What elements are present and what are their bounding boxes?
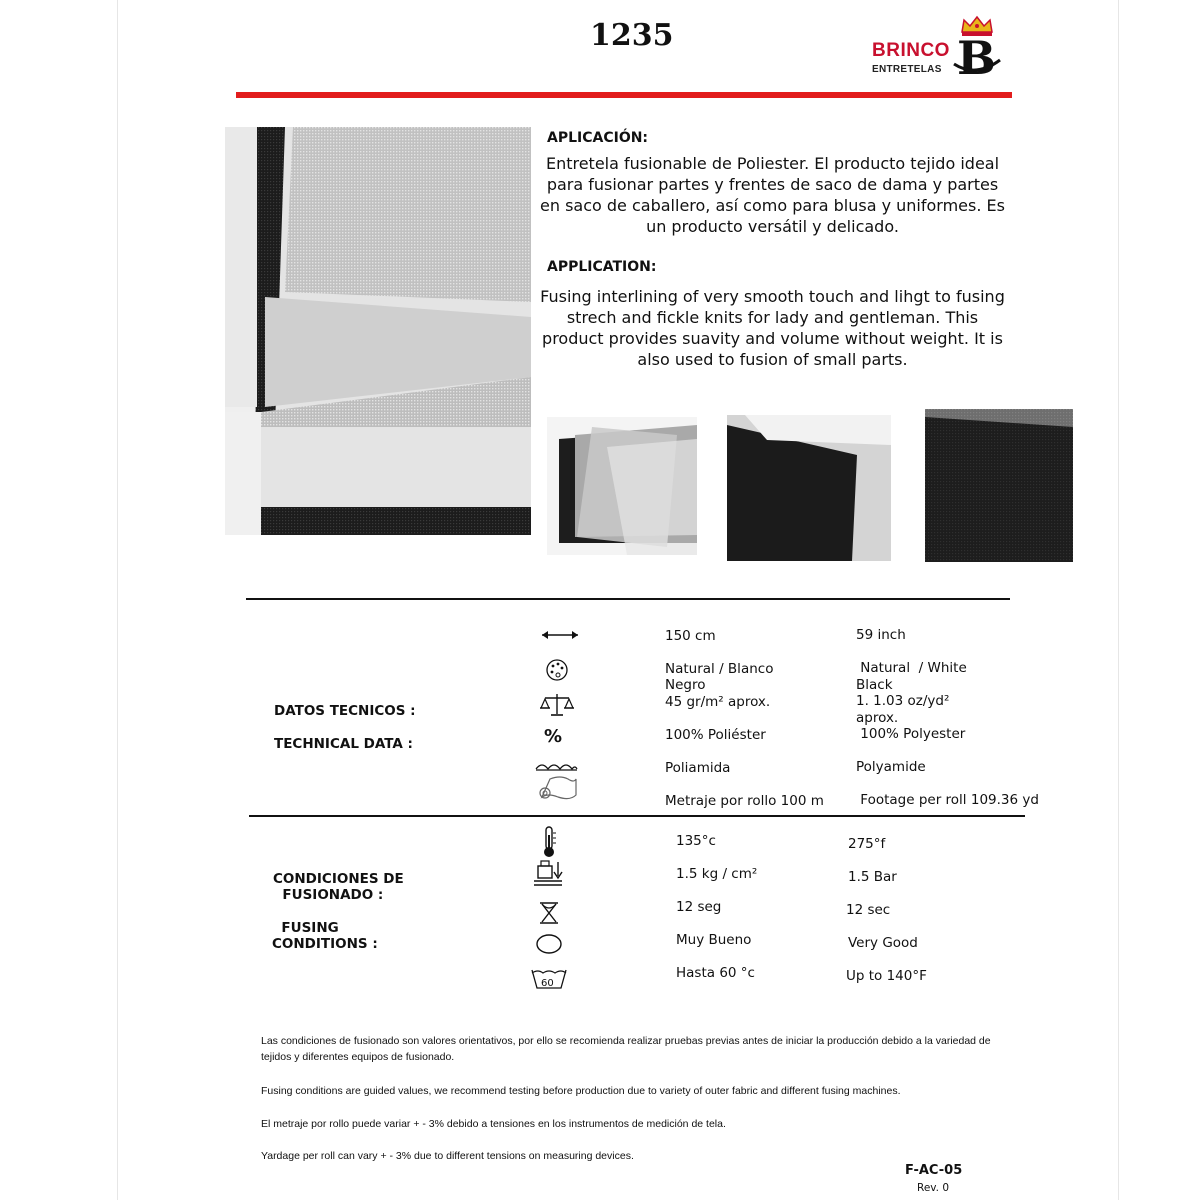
application-text: Fusing interlining of very smooth touch and lihgt to fusing strech and fickle knits for lady and gentleman. This product provides suavity and volume without weight. It is also used to fusion of small parts. — [540, 287, 1005, 369]
fusing-label-en-1: FUSING — [272, 920, 339, 936]
tech-color-es-2: Negro — [665, 677, 706, 693]
svg-text:60: 60 — [541, 978, 554, 989]
technical-label-es: DATOS TECNICOS : — [274, 703, 416, 719]
fusing-time-en: 12 sec — [846, 902, 891, 918]
tech-weight-es: 45 gr/m² aprox. — [665, 694, 771, 710]
tech-color-es-1: Natural / Blanco — [665, 661, 774, 677]
tech-composition-es: 100% Poliéster — [665, 727, 766, 743]
fabric-roll-icon — [536, 773, 580, 803]
bond-quality-ellipse-icon — [528, 929, 572, 959]
application-label: APPLICATION: — [547, 259, 657, 275]
tech-width-en: 59 inch — [856, 627, 906, 643]
color-palette-icon — [536, 655, 580, 685]
aplicacion-label: APLICACIÓN: — [547, 130, 649, 146]
fusing-time-es: 12 seg — [676, 899, 722, 915]
svg-text:B: B — [957, 31, 996, 78]
weight-scale-icon — [536, 690, 580, 720]
fusing-pressure-es: 1.5 kg / cm² — [676, 866, 758, 882]
thermometer-icon — [528, 825, 572, 859]
fusing-wash-en: Up to 140°F — [846, 968, 927, 984]
width-arrow-icon — [538, 620, 582, 650]
form-code: F-AC-05 — [905, 1163, 963, 1178]
fabric-photo-3 — [925, 409, 1073, 562]
header-red-rule — [236, 92, 1012, 98]
fusing-wash-es: Hasta 60 °c — [676, 965, 755, 981]
percent-icon — [538, 722, 582, 752]
aplicacion-text: Entretela fusionable de Poliester. El producto tejido ideal para fusionar partes y frentes de saco de dama y partes en saco de caballero, así como para blusa y uniformes. Es un producto versátil y delicado. — [540, 154, 1005, 236]
tech-adhesive-en: Polyamide — [856, 759, 926, 775]
tech-weight-en-1: 1. 1.03 oz/yd² — [856, 693, 950, 709]
fusing-bond-en: Very Good — [848, 935, 918, 951]
note-roll-en: Yardage per roll can vary + - 3% due to different tensions on measuring devices. — [261, 1150, 634, 1162]
hourglass-icon — [528, 898, 572, 928]
pressure-weight-icon — [528, 858, 572, 890]
tech-width-es: 150 cm — [665, 628, 716, 644]
fusing-temp-en: 275°f — [848, 836, 886, 852]
wash-60-icon — [528, 964, 572, 994]
tech-color-en-1: Natural / White — [856, 660, 967, 676]
crown-b-logo-icon — [952, 14, 1002, 78]
fusing-pressure-en: 1.5 Bar — [848, 869, 897, 885]
form-revision: Rev. 0 — [917, 1182, 950, 1194]
tech-roll-en: Footage per roll 109.36 yd — [856, 792, 1039, 808]
svg-text:%: % — [544, 726, 563, 747]
fusing-label-es-1: CONDICIONES DE — [273, 871, 404, 887]
fusing-temp-es: 135°c — [676, 833, 716, 849]
section-rule-middle — [249, 815, 1025, 817]
fusing-label-es-2: FUSIONADO : — [273, 887, 384, 903]
fabric-photo-2 — [727, 415, 891, 561]
brand-subtitle: ENTRETELAS — [872, 64, 942, 75]
tech-color-en-2: Black — [856, 677, 893, 693]
tech-weight-en-2: aprox. — [856, 710, 899, 726]
tech-adhesive-es: Poliamida — [665, 760, 731, 776]
fusing-label-en-2: CONDITIONS : — [272, 936, 378, 952]
tech-roll-es: Metraje por rollo 100 m — [665, 793, 824, 809]
note-fusing-es: Las condiciones de fusionado son valores orientativos, por ello se recomienda realizar pruebas previas antes de iniciar la producción debido a la variedad de tejidos y diferentes equipos de fusionado. — [261, 1035, 991, 1063]
tech-composition-en: 100% Polyester — [856, 726, 966, 742]
fusing-bond-es: Muy Bueno — [676, 932, 752, 948]
brand-name: BRINCO — [872, 40, 950, 61]
document-code: 1235 — [590, 18, 674, 53]
fabric-photo-main — [225, 127, 531, 535]
brand-logo — [870, 14, 1010, 80]
technical-label-en: TECHNICAL DATA : — [274, 736, 413, 752]
note-fusing-en: Fusing conditions are guided values, we recommend testing before production due to variety of outer fabric and different fusing machines. — [261, 1085, 901, 1097]
section-rule-top — [246, 598, 1010, 600]
fabric-photo-1 — [547, 417, 697, 555]
note-roll-es: El metraje por rollo puede variar + - 3% debido a tensiones en los instrumentos de medición de tela. — [261, 1118, 726, 1130]
